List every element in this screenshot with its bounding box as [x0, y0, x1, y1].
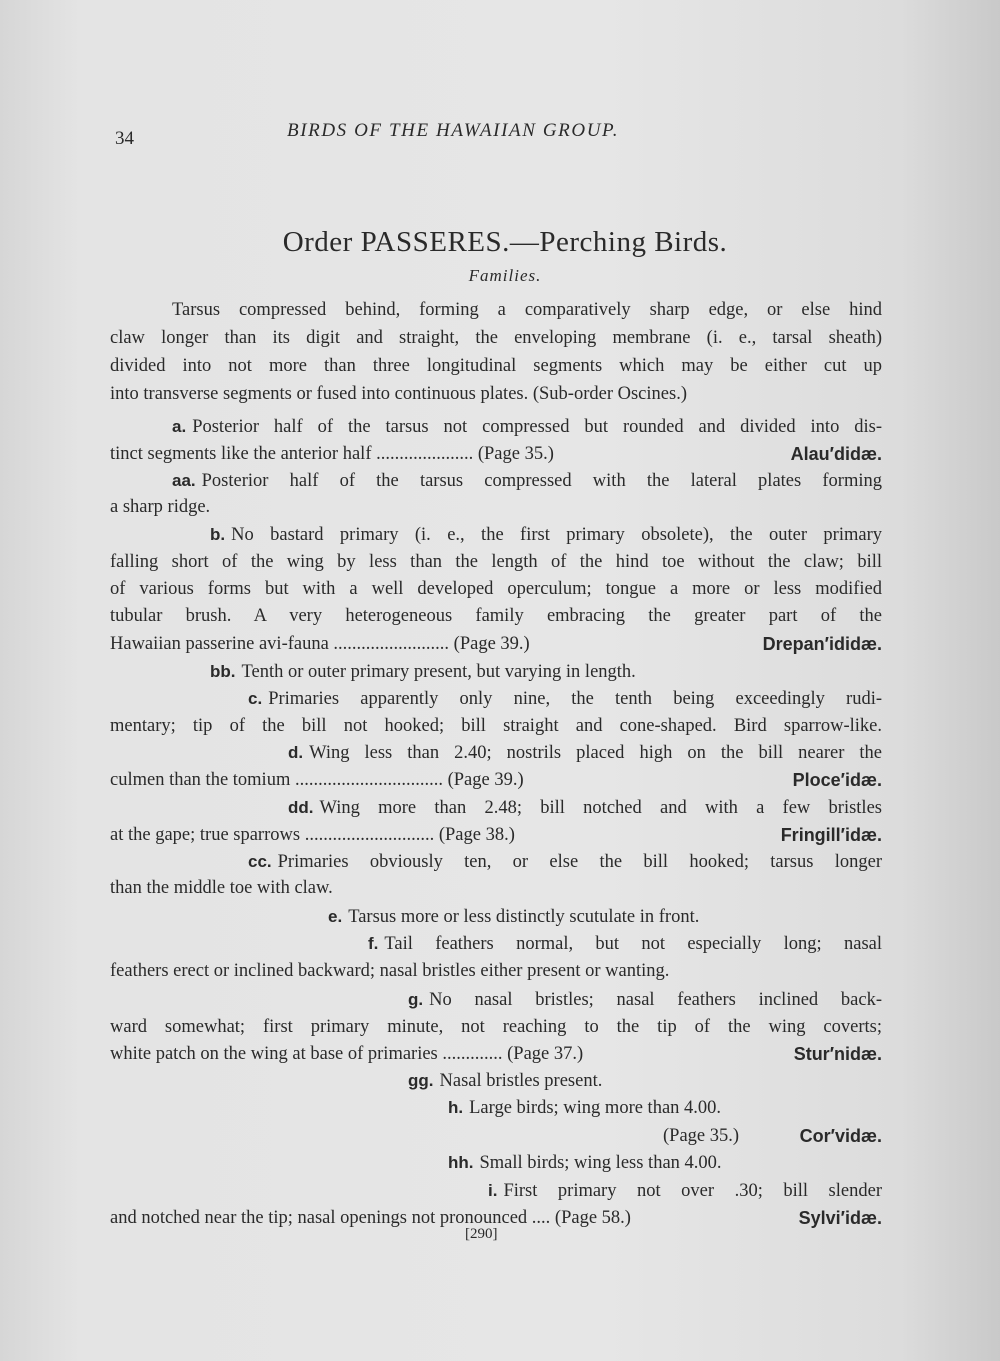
- key-c-line-1: c. Primaries apparently only nine, the tenth being exceedingly rudi-: [248, 689, 882, 709]
- section-title: Order PASSERES.—Perching Birds.: [282, 226, 728, 258]
- family-drepanididae: Drepan′ididæ.: [762, 634, 882, 654]
- source-page-number: [290]: [465, 1226, 498, 1242]
- key-f-line-2: feathers erect or inclined backward; nasal bristles either present or wanting.: [110, 961, 670, 981]
- key-a-line-2: tinct segments like the anterior half ..................... (Page 35.) Alau′didæ.: [110, 441, 882, 467]
- key-dd-line-2: at the gape; true sparrows ............................ (Page 38.) Fringill′idæ.: [110, 822, 882, 848]
- key-cc-line-2: than the middle toe with claw.: [110, 878, 333, 898]
- family-sturnidae: Stur′nidæ.: [793, 1044, 882, 1064]
- key-g-label: g.: [408, 990, 424, 1009]
- key-h-label: h.: [448, 1098, 464, 1117]
- running-header: [0, 118, 1000, 148]
- family-fringillidae: Fringill′idæ.: [780, 825, 882, 845]
- family-ploceidae: Ploce′idæ.: [792, 770, 882, 790]
- key-hh-label: hh.: [448, 1153, 474, 1172]
- key-g-line-3: white patch on the wing at base of primaries ............. (Page 37.) Stur′nidæ.: [110, 1041, 882, 1067]
- key-i-label: i.: [488, 1181, 498, 1200]
- intro-line-2: claw longer than its digit and straight, the enveloping membrane (i. e., tarsal sheath): [110, 328, 882, 348]
- key-b-line-1: b. No bastard primary (i. e., the first primary obsolete), the outer primary: [210, 525, 882, 545]
- intro-line-1: Tarsus compressed behind, forming a comparatively sharp edge, or else hind: [172, 300, 882, 320]
- key-i-line-2: and notched near the tip; nasal openings not pronounced .... (Page 58.) Sylvi′idæ.: [110, 1205, 882, 1231]
- key-b-line-5: Hawaiian passerine avi-fauna ......................... (Page 39.) Drepan′ididæ.: [110, 631, 882, 657]
- intro-line-3: divided into not more than three longitudinal segments which may be either cut up: [110, 356, 882, 376]
- running-title: BIRDS OF THE HAWAIIAN GROUP.: [287, 120, 620, 141]
- key-b-line-2: falling short of the wing by less than the length of the hind toe without the claw; bill: [110, 552, 882, 572]
- key-e-label: e.: [328, 907, 343, 926]
- key-aa-line-2: a sharp ridge.: [110, 497, 211, 517]
- key-d-line-2: culmen than the tomium ................................ (Page 39.) Ploce′idæ.: [110, 767, 882, 793]
- family-alaudidae: Alau′didæ.: [790, 444, 882, 464]
- key-d-line-1: d. Wing less than 2.40; nostrils placed high on the bill nearer the: [288, 743, 882, 763]
- key-aa-label: aa.: [172, 471, 196, 490]
- key-i-line-1: i. First primary not over .30; bill slender: [488, 1181, 882, 1201]
- family-corvidae: Cor′vidæ.: [799, 1126, 882, 1146]
- key-a-line-1: a. Posterior half of the tarsus not compressed but rounded and divided into dis-: [172, 417, 882, 437]
- key-f-label: f.: [368, 934, 379, 953]
- key-bb-line-1: bb. Tenth or outer primary present, but varying in length.: [210, 662, 636, 682]
- section-subtitle: Families.: [468, 266, 542, 285]
- key-hh-line-1: hh. Small birds; wing less than 4.00.: [448, 1153, 722, 1173]
- key-g-line-1: g. No nasal bristles; nasal feathers inclined back-: [408, 990, 882, 1010]
- key-b-label: b.: [210, 525, 226, 544]
- key-d-label: d.: [288, 743, 304, 762]
- key-c-line-2: mentary; tip of the bill not hooked; bill straight and cone-shaped. Bird sparrow-like.: [110, 716, 882, 736]
- key-c-label: c.: [248, 689, 263, 708]
- key-f-line-1: f. Tail feathers normal, but not especially long; nasal: [368, 934, 882, 954]
- page-number: 34: [115, 128, 134, 149]
- key-b-line-4: tubular brush. A very heterogeneous family embracing the greater part of the: [110, 606, 882, 626]
- key-bb-label: bb.: [210, 662, 236, 681]
- key-dd-line-1: dd. Wing more than 2.48; bill notched and with a few bristles: [288, 798, 882, 818]
- key-cc-line-1: cc. Primaries obviously ten, or else the bill hooked; tarsus longer: [248, 852, 882, 872]
- key-dd-label: dd.: [288, 798, 314, 817]
- key-cc-label: cc.: [248, 852, 272, 871]
- key-b-line-3: of various forms but with a well developed operculum; tongue a more or less modified: [110, 579, 882, 599]
- key-gg-label: gg.: [408, 1071, 434, 1090]
- intro-line-4: into transverse segments or fused into continuous plates. (Sub-order Oscines.): [110, 384, 687, 404]
- family-sylviidae: Sylvi′idæ.: [798, 1208, 882, 1228]
- key-e-line-1: e. Tarsus more or less distinctly scutulate in front.: [328, 907, 700, 927]
- key-a-label: a.: [172, 417, 187, 436]
- key-h-line-2: (Page 35.) Cor′vidæ.: [110, 1123, 882, 1149]
- key-h-line-1: h. Large birds; wing more than 4.00.: [448, 1098, 722, 1118]
- key-aa-line-1: aa. Posterior half of the tarsus compressed with the lateral plates forming: [172, 471, 882, 491]
- key-gg-line-1: gg. Nasal bristles present.: [408, 1071, 603, 1091]
- key-g-line-2: ward somewhat; first primary minute, not reaching to the tip of the wing coverts;: [110, 1017, 882, 1037]
